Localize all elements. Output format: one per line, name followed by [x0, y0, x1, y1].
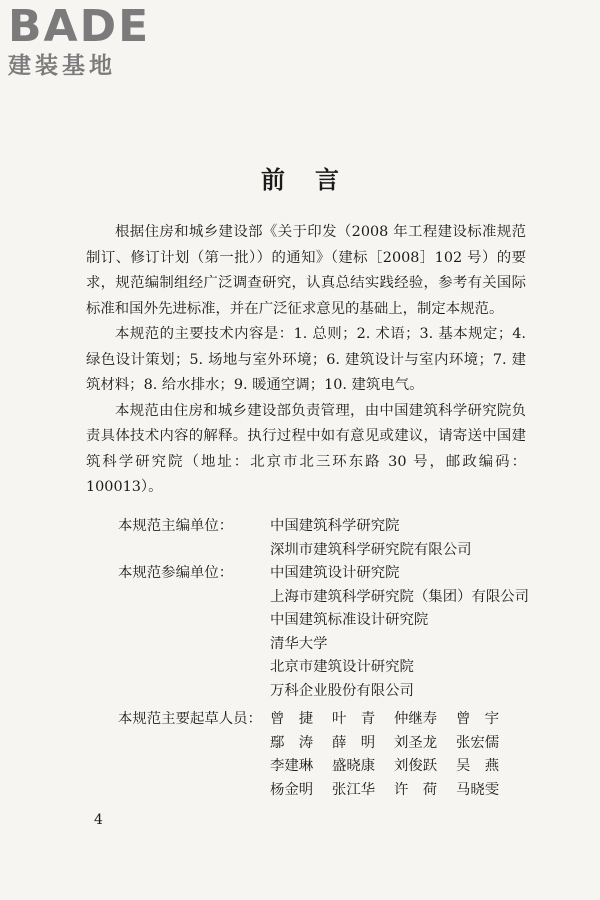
organization: 万科企业股份有限公司	[270, 682, 414, 699]
organization: 中国建筑科学研究院	[270, 518, 400, 534]
drafters-section	[118, 708, 538, 802]
drafter-name: 吴 燕	[456, 758, 500, 774]
drafter-name: 许 荷	[394, 781, 438, 798]
drafter-name: 仲继寿	[394, 711, 438, 727]
drafter-name: 叶 青	[332, 711, 376, 727]
drafters-row	[118, 708, 538, 802]
drafter-name: 鄢 涛	[270, 734, 314, 751]
drafter-name: 张宏儒	[456, 734, 500, 751]
chief-editor-values	[270, 515, 538, 562]
paragraph: 根据住房和城乡建设部《关于印发（2008 年工程建设标准规范制订、修订计划（第一批））的通知》（建标［2008］102 号）的要求，规范编制组经广泛调查研究，认真总结实践经验，参考有关国际标准和国外先进标准，并在广泛征求意见的基础上，制定本规范。	[86, 224, 526, 317]
drafter-name: 盛晓康	[332, 758, 376, 774]
drafter-name: 薛 明	[332, 734, 376, 751]
drafters-grid	[270, 708, 518, 802]
organization: 中国建筑设计研究院	[270, 565, 400, 581]
organization: 北京市建筑设计研究院	[270, 659, 414, 675]
drafter-name: 张江华	[332, 781, 376, 798]
co-editor-values	[270, 562, 538, 703]
drafter-name: 杨金明	[270, 781, 314, 798]
page-number: 4	[94, 812, 103, 828]
logo-subtitle: 建装基地	[8, 53, 116, 79]
drafter-name: 曾 宇	[456, 711, 500, 727]
organization: 清华大学	[270, 635, 328, 652]
chief-editor-row	[118, 515, 538, 562]
drafter-name: 李建琳	[270, 758, 314, 774]
organization: 上海市建筑科学研究院（集团）有限公司	[270, 588, 530, 605]
page-title: 前言	[261, 165, 369, 194]
paragraph: 本规范的主要技术内容是：1. 总则；2. 术语；3. 基本规定；4. 绿色设计策划；5. 场地与室外环境；6. 建筑设计与室内环境；7. 建筑材料；8. 给水排水；9. 暖通空调；10. 建筑电气。	[86, 326, 526, 393]
co-editor-row	[118, 562, 538, 703]
drafter-name: 刘圣龙	[394, 734, 438, 751]
drafter-name: 马晓雯	[456, 781, 500, 798]
logo	[8, 2, 178, 80]
logo-mark: BADE	[8, 1, 151, 52]
credits-section	[118, 515, 538, 703]
drafters-label: 本规范主要起草人员：	[118, 711, 262, 727]
paragraph: 本规范由住房和城乡建设部负责管理，由中国建筑科学研究院负责具体技术内容的解释。执行过程中如有意见或建议，请寄送中国建筑科学研究院（地址：北京市北三环东路 30 号，邮政编码：100013）。	[86, 402, 526, 495]
chief-editor-label: 本规范主编单位：	[118, 518, 234, 534]
drafter-name: 刘俊跃	[394, 758, 438, 774]
organization: 深圳市建筑科学研究院有限公司	[270, 541, 472, 558]
drafter-name: 曾 捷	[270, 711, 314, 727]
organization: 中国建筑标准设计研究院	[270, 612, 429, 628]
foreword-body	[86, 220, 526, 501]
co-editor-label: 本规范参编单位：	[118, 565, 234, 581]
